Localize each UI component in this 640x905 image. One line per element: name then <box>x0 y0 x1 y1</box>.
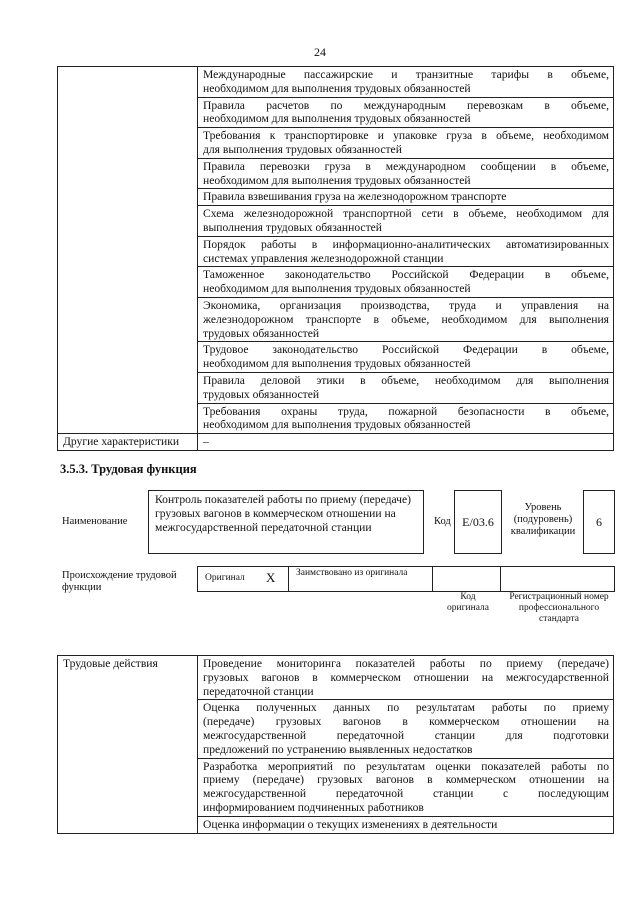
origin-divider-1 <box>288 566 289 591</box>
cell-line: Требования к транспортировке и упаковке груза в объеме, необходимом <box>203 129 609 143</box>
cell-line: межгосударственной передаточной станции с последующим <box>203 787 609 801</box>
knowledge-item <box>198 189 614 206</box>
cell-line: Правила взвешивания груза на железнодорожном транспорте <box>203 190 507 204</box>
knowledge-item <box>198 267 614 298</box>
knowledge-item <box>198 128 614 159</box>
knowledge-item <box>198 403 614 434</box>
knowledge-item <box>198 297 614 341</box>
code-original-caption: Код оригинала <box>447 592 489 613</box>
cell-line: трудовых обязанностей <box>203 326 320 340</box>
function-name: Контроль показателей работы по приему (передаче) грузовых вагонов в коммерческом отношении на межгосударственной передаточной станции <box>155 493 411 534</box>
function-code: E/03.6 <box>454 490 502 554</box>
cell-line: Оценка информации о текущих изменениях в деятельности <box>203 817 498 831</box>
other-characteristics-value: – <box>198 434 614 451</box>
action-item <box>198 700 614 758</box>
cell-line: Требования охраны труда, пожарной безопасности в объеме, <box>203 404 609 418</box>
cell-line: Разработка мероприятий по результатам оценки показателей работы по <box>203 759 609 773</box>
borrowed-label: Заимствовано из оригинала <box>296 568 408 578</box>
cell-line: выполнения трудовых обязанностей <box>203 220 382 234</box>
knowledge-label-cell <box>58 67 198 434</box>
actions-label: Трудовые действия <box>58 656 198 834</box>
cell-line: железнодорожном транспорте в объеме, необходимом для выполнения <box>203 312 609 326</box>
code-label: Код <box>434 516 451 527</box>
name-value-box <box>148 490 424 554</box>
knowledge-item <box>198 342 614 373</box>
cell-line: системах управления железнодорожной станции <box>203 251 444 265</box>
knowledge-item <box>198 372 614 403</box>
knowledge-table <box>57 66 614 451</box>
cell-line: необходимом для выполнения трудовых обязанностей <box>203 357 471 371</box>
cell-line: приему (передаче) грузовых вагонов в коммерческом отношении на <box>203 773 609 787</box>
cell-line: Проведение мониторинга показателей работы по приему (передаче) <box>203 657 609 670</box>
original-label: Оригинал <box>205 573 245 583</box>
cell-line: (передаче) грузовых вагонов в коммерческом отношении на <box>203 715 609 729</box>
cell-line: Экономика, организация производства, труда и управления на <box>203 298 609 312</box>
cell-line: передаточной станции <box>203 684 314 698</box>
action-item <box>198 816 614 833</box>
cell-line: Схема железнодорожной транспортной сети в объеме, необходимом для <box>203 207 609 221</box>
page-number: 24 <box>314 45 326 59</box>
original-mark: X <box>266 570 276 585</box>
cell-line: Международные пассажирские и транзитные тарифы в объеме, <box>203 68 609 81</box>
cell-line: Трудовое законодательство Российской Федерации в объеме, <box>203 343 609 357</box>
name-label: Наименование <box>62 516 128 527</box>
origin-divider-3 <box>500 566 501 591</box>
cell-line: Правила перевозки груза в международном сообщении в объеме, <box>203 159 609 173</box>
cell-line: Таможенное законодательство Российской Федерации в объеме, <box>203 268 609 282</box>
knowledge-item <box>198 158 614 189</box>
origin-divider-2 <box>432 566 433 591</box>
actions-table <box>57 655 614 834</box>
qualification-level: 6 <box>583 490 615 554</box>
cell-line: необходимом для выполнения трудовых обязанностей <box>203 112 471 126</box>
knowledge-item <box>198 97 614 128</box>
cell-line: необходимом для выполнения трудовых обязанностей <box>203 81 471 95</box>
cell-line: для выполнения трудовых обязанностей <box>203 142 402 156</box>
cell-line: трудовых обязанностей <box>203 387 320 401</box>
knowledge-item <box>198 236 614 267</box>
cell-line: Порядок работы в информационно-аналитических автоматизированных <box>203 237 609 251</box>
cell-line: предложений по устранению выявленных недостатков <box>203 742 473 756</box>
cell-line: информированием подчиненных работников <box>203 800 424 814</box>
table-row <box>58 434 614 451</box>
registration-caption: Регистрационный номер профессионального стандарта <box>509 592 609 624</box>
cell-line: Правила деловой этики в объеме, необходимом для выполнения <box>203 373 609 387</box>
table-row <box>58 67 614 98</box>
cell-line: необходимом для выполнения трудовых обязанностей <box>203 173 471 187</box>
action-item <box>198 758 614 816</box>
other-characteristics-label: Другие характеристики <box>58 434 198 451</box>
cell-line: необходимом для выполнения трудовых обязанностей <box>203 282 471 296</box>
cell-line: грузовых вагонов в коммерческом отношении на межгосударственной <box>203 670 609 684</box>
origin-label: Происхождение трудовой функции <box>62 570 177 593</box>
table-row <box>58 656 614 700</box>
cell-line: Правила расчетов по международным перевозкам в объеме, <box>203 98 609 112</box>
knowledge-item <box>198 67 614 98</box>
cell-line: необходимом для выполнения трудовых обязанностей <box>203 418 471 432</box>
section-heading: 3.5.3. Трудовая функция <box>60 462 197 476</box>
action-item <box>198 656 614 700</box>
level-label: Уровень (подуровень) квалификации <box>510 502 576 537</box>
cell-line: Оценка полученных данных по результатам работы по приему <box>203 701 609 715</box>
cell-line: межгосударственной передаточной станции для подготовки <box>203 728 609 742</box>
knowledge-item <box>198 206 614 237</box>
